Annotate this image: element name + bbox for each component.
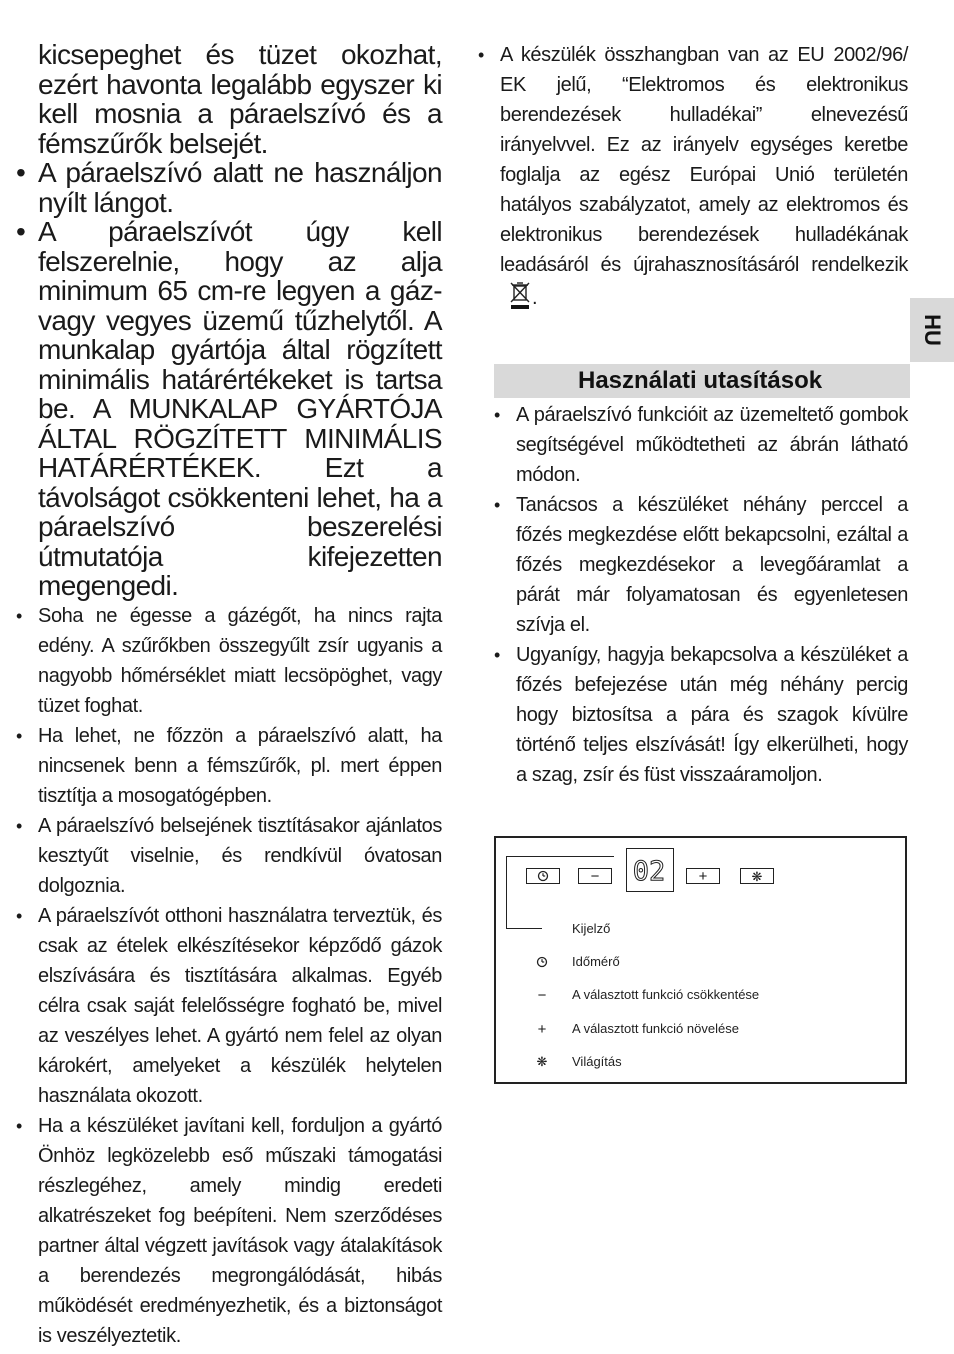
legend-label: Kijelző [572,921,611,936]
bullet: • [478,45,484,65]
legend-row [496,953,896,973]
right-column [478,40,908,313]
bullet: • [16,605,22,626]
list-item-text: Ugyanígy, hagyja bekapcsolva a készüléket a főzés befejezése után még néhány percig hogy biztosítsa a pára és szagok kívülre történő teljes elszívását! Így elkerülheti, hogy a szag, zsír és füst visszaáramoljon. [516,644,908,786]
timer-button[interactable] [526,868,560,884]
bullet: • [16,905,22,926]
list-item [16,158,442,217]
list-item [494,490,908,640]
bullet: • [16,216,26,247]
bullet: • [494,405,500,425]
lead-paragraph: kicsepeghet és tüzet okozhat, ezért havonta legalább egyszer ki kell mosnia a páraelszívó és a fémszűrők belsejét. [38,39,442,159]
language-tab [910,298,954,362]
list-item-text: Ha lehet, ne főzzön a páraelszívó alatt, ha nincsenek benn a fémszűrők, pl. mert éppen tisztítja a mosogatógépben. [38,724,442,807]
crossed-out-bin-icon [508,280,532,310]
legend-row [496,920,896,940]
legend-label: A választott funkció növelése [572,1021,739,1036]
bullet: • [16,157,26,188]
control-panel-diagram [494,836,907,1084]
weee-suffix: . [532,287,538,309]
section-heading [494,364,910,398]
display-pointer-line [506,856,507,928]
list-item [16,901,442,1111]
language-tab-label: HU [920,314,945,346]
minus-icon: − [590,867,600,885]
list-item [494,640,908,790]
legend-label: Időmérő [572,954,620,969]
minus-icon: − [537,986,547,1004]
list-item-text: A páraelszívó funkcióit az üzemeltető gombok segítségével működtetheti az ábrán látható módon. [516,404,908,486]
list-item-text: Ha a készüléket javítani kell, forduljon a gyártó Önhöz legközelebb eső műszaki támogatási részlegéhez, amely mindig eredeti alkatrészeket fog beépíteni. Nem szerződéses partner által végzett javítások vagy átalakítások a berendezés megrongálódását, hibás működését eredményezhetik, és a biztonságot is veszélyeztetik. [38,1114,442,1347]
list-item [16,217,442,601]
list-item [494,400,908,490]
legend-row [496,986,896,1006]
list-item [16,811,442,901]
display-value: 02 [632,856,666,887]
bullet: • [16,725,22,746]
list-item-text: A páraelszívó alatt ne használjon nyílt lángot. [38,157,442,218]
bullet: • [494,645,500,665]
digital-display [626,848,674,892]
plus-icon: + [698,867,708,885]
list-item-text: A páraelszívót otthoni használatra terveztük, és csak az ételek elkészítésekor képződő gázok elszívására és tisztítására alkalmas. Egyéb célra csak saját felelősségre fogható be, mivel az veszélyes lehet. A gyártó nem felel az olyan károkért, amelyeket a készülék helytelen használata okozott. [38,904,442,1107]
light-button[interactable] [740,868,774,884]
display-digits [627,849,671,889]
list-item-text: A páraelszívót úgy kell felszerelnie, hogy az alja minimum 65 cm-re legyen a gáz- vagy vegyes üzemű tűzhelytől. A munkalap gyártója által rögzített minimális határértékeket is tartsa be. A MUNKALAP GYÁRTÓJA ÁLTAL RÖGZÍTETT MINIMÁLIS HATÁRÉRTÉKEK. Ezt a távolságot csökkenteni lehet, ha a páraelszívó beszerelési útmutatója kifejezetten megengedi. [38,216,442,601]
bullet: • [16,1115,22,1136]
plus-button[interactable] [686,868,720,884]
list-item [16,721,442,811]
legend-label: A választott funkció csökkentése [572,987,760,1002]
list-item-text: Soha ne égesse a gázégőt, ha nincs rajta edény. A szűrőkben összegyűlt zsír ugyanis a nagyobb hőmérséklet miatt lecsöpöghet, vagy tüzet foghat. [38,604,442,717]
left-column [16,40,442,1351]
legend-row [496,1053,896,1073]
instructions-list [494,400,908,790]
list-item-text: Tanácsos a készüléket néhány perccel a főzés megkezdése előtt bekapcsolni, ezáltal a főzés megkezdésekor a levegőáramlat a párát már folyamatosan és egyenletesen szívja el. [516,494,908,636]
timer-icon [537,870,549,882]
plus-icon: + [537,1020,547,1038]
list-item [16,1111,442,1351]
bullet: • [494,495,500,515]
minus-button[interactable] [578,868,612,884]
timer-icon [534,954,550,970]
legend-row [496,1020,896,1040]
list-item-text: A páraelszívó belsejének tisztításakor ajánlatos kesztyűt viselnie, és rendkívül óvatosan dolgoznia. [38,814,442,897]
weee-text: A készülék összhangban van az EU 2002/96/ EK jelű, “Elektromos és elektronikus berendezések hulladékai” elnevezésű irányelvvel. Ez az irányelv egységes keretbe foglalja az egész Európai Unió területén hatályos szabályzatot, amely az elektromos és elektronikus berendezések hulladékának leadásáról és újrahasznosításáról rendelkezik [500,44,908,276]
display-pointer-line [506,856,614,857]
weee-item [478,40,908,313]
list-item [16,601,442,721]
bullet: • [16,815,22,836]
section-title: Használati utasítások [578,367,823,394]
legend-label: Világítás [572,1054,622,1069]
light-icon: ❋ [536,1054,548,1069]
light-icon: ❋ [751,868,763,884]
